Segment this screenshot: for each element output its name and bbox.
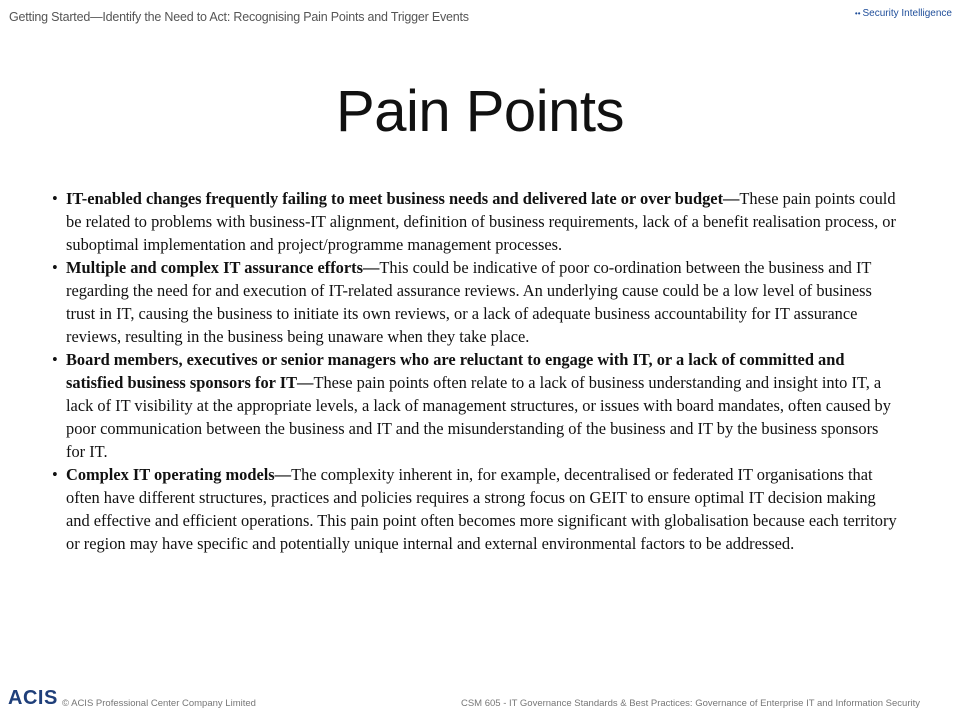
slide-section-header: Getting Started—Identify the Need to Act: Recognising Pain Points and Trigger Events: [9, 10, 469, 24]
bullet-icon: •: [52, 189, 58, 208]
brand-dots-icon: ••: [854, 9, 861, 18]
bullet-text: The complexity inherent in, for example, decentralised or federated IT organisations that often have different structures, practices and policies requires a strong focus on GEIT to ensure optimal IT decision making and effective and efficient operations. This pain point often becomes more significant with globalisation because each territory or region may have specific and potentially unique internal and external environmental factors to be addressed.: [66, 465, 897, 553]
bullet-heading: IT-enabled changes frequently failing to meet business needs and delivered late or over budget—: [66, 189, 740, 208]
footer-copyright: © ACIS Professional Center Company Limited: [62, 698, 256, 709]
bullet-item: [52, 187, 900, 256]
bullet-text: This could be indicative of poor co-ordination between the business and IT regarding the need for and execution of IT-related assurance reviews. An underlying cause could be a low level of business trust in IT, causing the business to initiate its own reviews, or a lack of adequate business accountability for IT assurance reviews, resulting in the business being unaware when they take place.: [66, 258, 872, 346]
bullet-icon: •: [52, 465, 58, 484]
brand-text: Security Intelligence: [862, 8, 952, 19]
bullet-text: These pain points could be related to problems with business-IT alignment, definition of business requirements, lack of a benefit realisation process, or suboptimal implementation and project/programme management processes.: [66, 189, 896, 254]
bullet-item: [52, 256, 900, 348]
bullet-item: [52, 463, 900, 555]
acis-logo: ACIS: [8, 687, 58, 709]
bullet-list: [52, 187, 900, 555]
bullet-text: These pain points often relate to a lack of business understanding and insight into IT, a lack of IT visibility at the appropriate levels, a lack of management structures, or issues with board mandates, often caused by poor communication between the business and IT and the misunderstanding of the business and IT by the business sponsors for IT.: [66, 373, 891, 461]
slide-title: Pain Points: [336, 79, 624, 144]
bullet-icon: •: [52, 350, 58, 369]
footer-course-title: CSM 605 - IT Governance Standards & Best Practices: Governance of Enterprise IT and Information Security: [460, 698, 920, 709]
bullet-heading: Complex IT operating models—: [66, 465, 292, 484]
bullet-heading: Board members, executives or senior managers who are reluctant to engage with IT, or a lack of committed and satisfied business sponsors for IT—: [66, 350, 845, 392]
bullet-heading: Multiple and complex IT assurance efforts—: [66, 258, 380, 277]
brand-tagline: [855, 8, 952, 19]
bullet-item: [52, 348, 900, 463]
bullet-icon: •: [52, 258, 58, 277]
